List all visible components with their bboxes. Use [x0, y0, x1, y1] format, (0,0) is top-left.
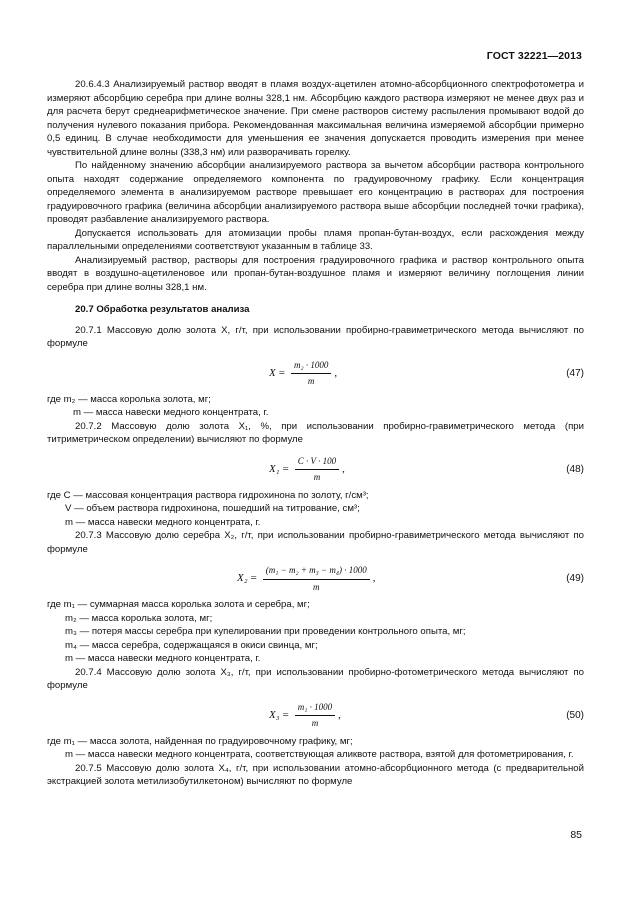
where-line: m₄ — масса серебра, содержащаяся в окиси свинца, мг; — [65, 639, 318, 651]
where-line: m — масса навески медного концентрата, г. — [73, 407, 269, 418]
where-line: где m₁ — суммарная масса королька золота и серебра, мг; — [47, 599, 310, 610]
where-line: m — масса навески медного концентрата, г. — [65, 516, 261, 528]
page-number: 85 — [570, 829, 582, 841]
denominator: m — [311, 718, 319, 728]
formula-lhs: X — [269, 366, 276, 379]
formula-47: X = $\frac{\text{m₂ · 1000}}{m}$ , (47) — [47, 353, 584, 391]
where-line: m₂ — масса королька золота, мг; — [65, 612, 213, 624]
formula-number: (50) — [566, 709, 584, 721]
formula-lhs: X₂ — [237, 572, 248, 585]
formula-lhs: X₁ — [269, 462, 280, 475]
paragraph: 20.6.4.3 Анализируемый раствор вводят в пламя воздух-ацетилен атомно-абсорбционного спектрофотометра и измеряют абсорбцию серебра при длине волны 328,1 нм. Абсорбцию каждого раствора измеряют не менее двух раз и для расчета берут среднеарифметическое значение. При смене растворов систему распыления промывают водой до получения нулевого показания прибора. Рекомендованная максимальная величина измеряемой абсорбции примерно 0,5 единиц. В случае необходимости для уменьшения ее значения допускается проводить измерения при менее чувствительной длине волны (338,3 нм) или разворачивать горелку. — [47, 79, 584, 158]
paragraph: 20.7.1 Массовую долю золота X, г/т, при использовании пробирно-гравиметрического метода вычисляют по формуле — [47, 324, 584, 349]
formula-number: (47) — [566, 367, 584, 379]
where-line: где m₂ — масса королька золота, мг; — [47, 393, 211, 405]
where-line: m₃ — потеря массы серебра при купелировании при проведении контрольного опыта, мг; — [65, 626, 466, 637]
where-line: m — масса навески медного концентрата, соответствующая аликвоте раствора, взятой для фотометрирования, г. — [65, 749, 574, 760]
page-content — [47, 78, 584, 789]
fraction — [295, 455, 339, 485]
fraction — [291, 359, 331, 389]
numerator: m₁ · 1000 — [295, 701, 335, 717]
numerator: C · V · 100 — [295, 455, 339, 471]
formula-number: (49) — [566, 573, 584, 584]
numerator: (m₁ − m₂ + m₃ − m₄) · 1000 — [263, 564, 370, 580]
formula-number: (48) — [566, 463, 584, 475]
denominator: m — [313, 581, 320, 592]
paragraph: 20.7.2 Массовую долю золота X₁, %, при использовании пробирно-гравиметрического метода (при титриметрическом определении) вычисляют по формуле — [47, 420, 584, 445]
document-id: ГОСТ 32221—2013 — [486, 50, 582, 62]
paragraph: 20.7.3 Массовую долю серебра X₂, г/т, при использовании пробирно-гравиметрического метода вычисляют по формуле — [47, 530, 584, 555]
paragraph: Допускается использовать для атомизации пробы пламя пропан-бутан-воздух, если расхождения между параллельными определениями соответствуют указанным в таблице 33. — [47, 227, 584, 252]
where-line: V — объем раствора гидрохинона, пошедший на титрование, см³; — [65, 503, 360, 514]
section-heading: 20.7 Обработка результатов анализа — [75, 304, 250, 315]
denominator: m — [307, 376, 315, 386]
paragraph: 20.7.4 Массовую долю золота X₃, г/т, при использовании пробирно-фотометрического метода вычисляют по формуле — [47, 666, 584, 691]
where-line: где m₁ — масса золота, найденная по градуировочному графику, мг; — [47, 735, 353, 747]
paragraph: По найденному значению абсорбции анализируемого раствора за вычетом абсорбции раствора контрольного опыта находят содержание определяемого компонента по градуировочному графику. Если концентрация определяемого элемента в анализируемом растворе превышает его концентрацию в растворах для построения градуировочного графика (величина абсорбции анализируемого раствора выше абсорбции последней точки графика), проводят разбавление анализируемого раствора. — [47, 160, 584, 225]
fraction — [295, 701, 335, 731]
numerator: m₂ · 1000 — [291, 359, 331, 375]
formula-lhs: X₃ — [269, 708, 280, 721]
denominator: m — [313, 472, 321, 482]
where-line: m — масса навески медного концентрата, г. — [65, 653, 261, 664]
paragraph: Анализируемый раствор, растворы для построения градуировочного графика и раствор контрольного опыта вводят в воздушно-ацетиленовое или пропан-бутан-воздушное пламя и измеряют величину поглощения линии серебра при длине волны 328,1 нм. — [47, 254, 584, 293]
formula-49: X₂ = $\frac{\text{(m₁ − m₂ + m₃ − m₄) · 1000}}{m}$ , (49) — [47, 558, 584, 596]
formula-48: X₁ = $\frac{C \cdot V \cdot 100}{m}$ , (48) — [47, 449, 584, 487]
paragraph: 20.7.5 Массовую долю золота X₄, г/т, при использовании атомно-абсорбционного метода (с предварительной экстракцией золота метилизобутилкетоном) вычисляют по формуле — [47, 762, 584, 787]
fraction — [263, 564, 370, 594]
where-line: где C — массовая концентрация раствора гидрохинона по золоту, г/см³; — [47, 489, 369, 501]
formula-50: X₃ = $\frac{\text{m₁ · 1000}}{m}$ , (50) — [47, 695, 584, 733]
